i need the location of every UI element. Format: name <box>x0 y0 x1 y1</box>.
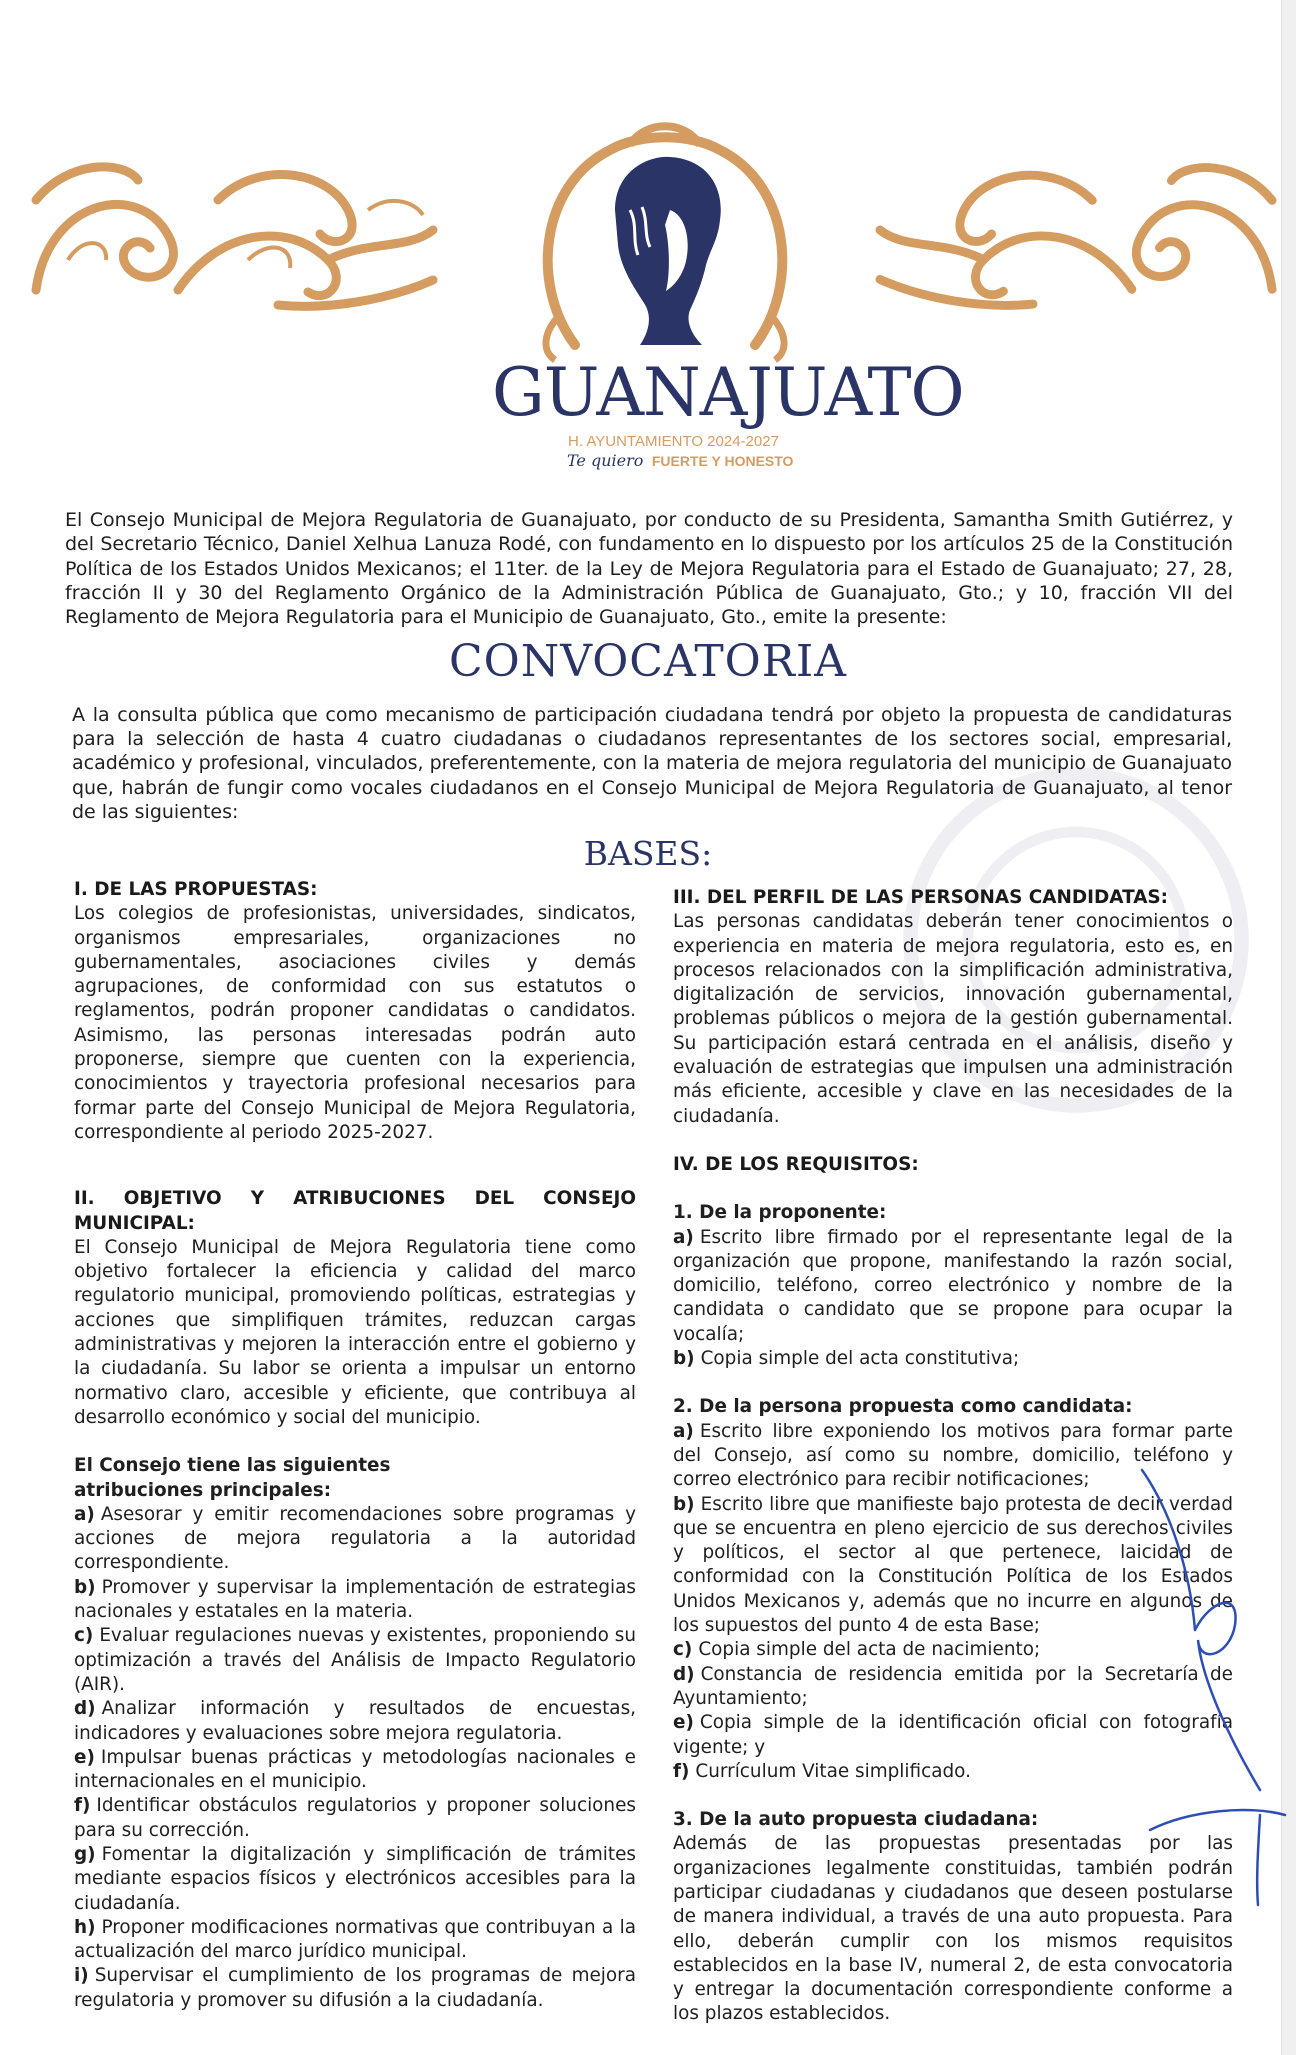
emblem-medallion <box>520 115 810 365</box>
list-item: b) Copia simple del acta constitutiva; <box>673 1348 1020 1370</box>
logo-wordmark: GUANAJUATO <box>492 354 964 431</box>
list-item: h) Proponer modificaciones normativas que contribuyan a la actualización del marco jurídico municipal. <box>74 1916 636 1963</box>
section-1-text: Los colegios de profesionistas, universidades, sindicatos, organismos empresariales, organizaciones no gubernamentales, asociaciones civiles y demás agrupaciones, de conformidad con sus estatutos o reglamentos, podrán proponer candidatas o candidatos. Asimismo, las personas interesadas podrán auto proponerse, siempre que cuenten con la experiencia, conocimientos y trayectoria profesional necesarios para formar parte del Consejo Municipal de Mejora Regulatoria, correspondiente al periodo 2025-2027. <box>74 903 636 1143</box>
logo-tagline <box>567 453 793 469</box>
intro-paragraph: El Consejo Municipal de Mejora Regulatoria de Guanajuato, por conducto de su Presidenta, Samantha Smith Gutiérrez, y del Secretario Técnico, Daniel Xelhua Lanuza Rodé, con fundamento en lo dispuesto por los artículos 25 de la Constitución Política de los Estados Unidos Mexicanos; el 11ter. de la Ley de Mejora Regulatoria para el Estado de Guanajuato; 27, 28, fracción II y 30 del Reglamento Orgánico de la Administración Pública de Guanajuato, Gto.; y 10, fracción VII del Reglamento de Mejora Regulatoria para el Municipio de Guanajuato, Gto., emite la presente: <box>65 509 1233 629</box>
logo-motto: FUERTE Y HONESTO <box>651 453 794 469</box>
list-item: b) Promover y supervisar la implementación de estrategias nacionales y estatales en la materia. <box>74 1576 636 1623</box>
logo-subtitle: H. AYUNTAMIENTO 2024-2027 <box>568 433 779 450</box>
list-item: f) Currículum Vitae simplificado. <box>673 1760 971 1782</box>
list-item: a) Escrito libre exponiendo los motivos para formar parte del Consejo, así como su nombre, domicilio, teléfono y correo electrónico para recibir notificaciones; <box>673 1420 1233 1491</box>
letterhead <box>0 0 1296 500</box>
list-item: e) Copia simple de la identificación oficial con fotografía vigente; y <box>673 1712 1233 1758</box>
section-3-text: Las personas candidatas deberán tener conocimientos o experiencia en materia de mejora regulatoria, esto es, en procesos relacionados con la simplificación administrativa, digitalización de servicios, innovación gubernamental, problemas públicos o mejora de la gestión gubernamental. Su participación estará centrada en el análisis, diseño y evaluación de estrategias que impulsen una administración más eficiente, accesible y clave en las necesidades de la ciudadanía. <box>673 911 1233 1127</box>
list-item: f) Identificar obstáculos regulatorios y proponer soluciones para su corrección. <box>74 1795 636 1841</box>
requirement-3-heading: 3. De la auto propuesta ciudadana: <box>673 1809 1039 1831</box>
list-item: e) Impulsar buenas prácticas y metodologías nacionales e internacionales en el municipio. <box>74 1746 636 1793</box>
list-item: b) Escrito libre que manifieste bajo protesta de decir verdad que se encuentra en pleno ejercicio de sus derechos civiles y políticos, el sector al que pertenece, laicidad de conformidad con la Constitución Política de los Estados Unidos Mexicanos y, además que no incurre en algunos de los supuestos del punto 4 de esta Base; <box>673 1493 1233 1637</box>
list-item: g) Fomentar la digitalización y simplificación de trámites mediante espacios físicos y electrónicos accesibles para la ciudadanía. <box>74 1843 636 1914</box>
section-4-heading: IV. DE LOS REQUISITOS: <box>673 1153 919 1175</box>
right-column <box>673 886 1233 2027</box>
left-column <box>74 878 636 2013</box>
list-item: a) Asesorar y emitir recomendaciones sobre programas y acciones de mejora regulatoria a la autoridad correspondiente. <box>74 1503 636 1574</box>
section-1-heading: I. DE LAS PROPUESTAS: <box>74 879 318 900</box>
requirement-3-text: Además de las propuestas presentadas por las organizaciones legalmente constituidas, también podrán participar ciudadanas y ciudadanos que deseen postularse de manera individual, a través de una auto propuesta. Para ello, deberán cumplir con los mismos requisitos establecidos en la base IV, numeral 2, de esta convocatoria y entregar la documentación correspondiente conforme a los plazos establecidos. <box>673 1833 1233 2025</box>
left-baroque-ornament <box>28 140 438 320</box>
section-2-text: El Consejo Municipal de Mejora Regulatoria tiene como objetivo fortalecer la eficiencia y calidad del marco regulatorio municipal, promoviendo políticas, estrategias y acciones que simplifiquen trámites, reduzcan cargas administrativas y mejoren la interacción entre el gobierno y la ciudadanía. Su labor se orienta a impulsar un entorno normativo claro, accesible y eficiente, que contribuya al desarrollo económico y social del municipio. <box>74 1236 636 1428</box>
bases-heading: BASES: <box>583 834 713 873</box>
logo-signature: Te quiero <box>567 451 644 470</box>
document-title: CONVOCATORIA <box>448 636 848 687</box>
list-item: d) Constancia de residencia emitida por la Secretaría de Ayuntamiento; <box>673 1663 1233 1709</box>
list-item: d) Analizar información y resultados de encuestas, indicadores y evaluaciones sobre mejora regulatoria. <box>74 1698 636 1744</box>
attributions-list <box>74 1503 636 2013</box>
list-item: c) Copia simple del acta de nacimiento; <box>673 1639 1041 1661</box>
convocatoria-paragraph: A la consulta pública que como mecanismo de participación ciudadana tendrá por objeto la propuesta de candidaturas para la selección de hasta 4 cuatro ciudadanas o ciudadanos representantes de los sectores social, empresarial, académico y profesional, vinculados, preferentemente, con la materia de mejora regulatoria del municipio de Guanajuato que, habrán de fungir como vocales ciudadanos en el Consejo Municipal de Mejora Regulatoria de Guanajuato, al tenor de las siguientes: <box>72 704 1232 823</box>
right-baroque-ornament <box>875 140 1280 320</box>
list-item: c) Evaluar regulaciones nuevas y existentes, proponiendo su optimización a través del Análisis de Impacto Regulatorio (AIR). <box>74 1625 636 1695</box>
list-item: a) Escrito libre firmado por el representante legal de la organización que propone, manifestando la razón social, domicilio, teléfono, correo electrónico y nombre de la candidata o candidato que se propone para ocupar la vocalía; <box>673 1226 1233 1345</box>
section-3-heading: III. DEL PERFIL DE LAS PERSONAS CANDIDATAS: <box>673 887 1169 908</box>
requirement-2-heading: 2. De la persona propuesta como candidata: <box>673 1396 1133 1418</box>
section-2-heading: II. OBJETIVO Y ATRIBUCIONES DEL CONSEJO MUNICIPAL: <box>74 1188 636 1234</box>
attributions-heading: El Consejo tiene las siguientes atribuciones principales: <box>74 1455 391 1501</box>
list-item: i) Supervisar el cumplimiento de los programas de mejora regulatoria y promover su difusión a la ciudadanía. <box>74 1965 636 2011</box>
requirement-1-heading: 1. De la proponente: <box>673 1202 887 1224</box>
